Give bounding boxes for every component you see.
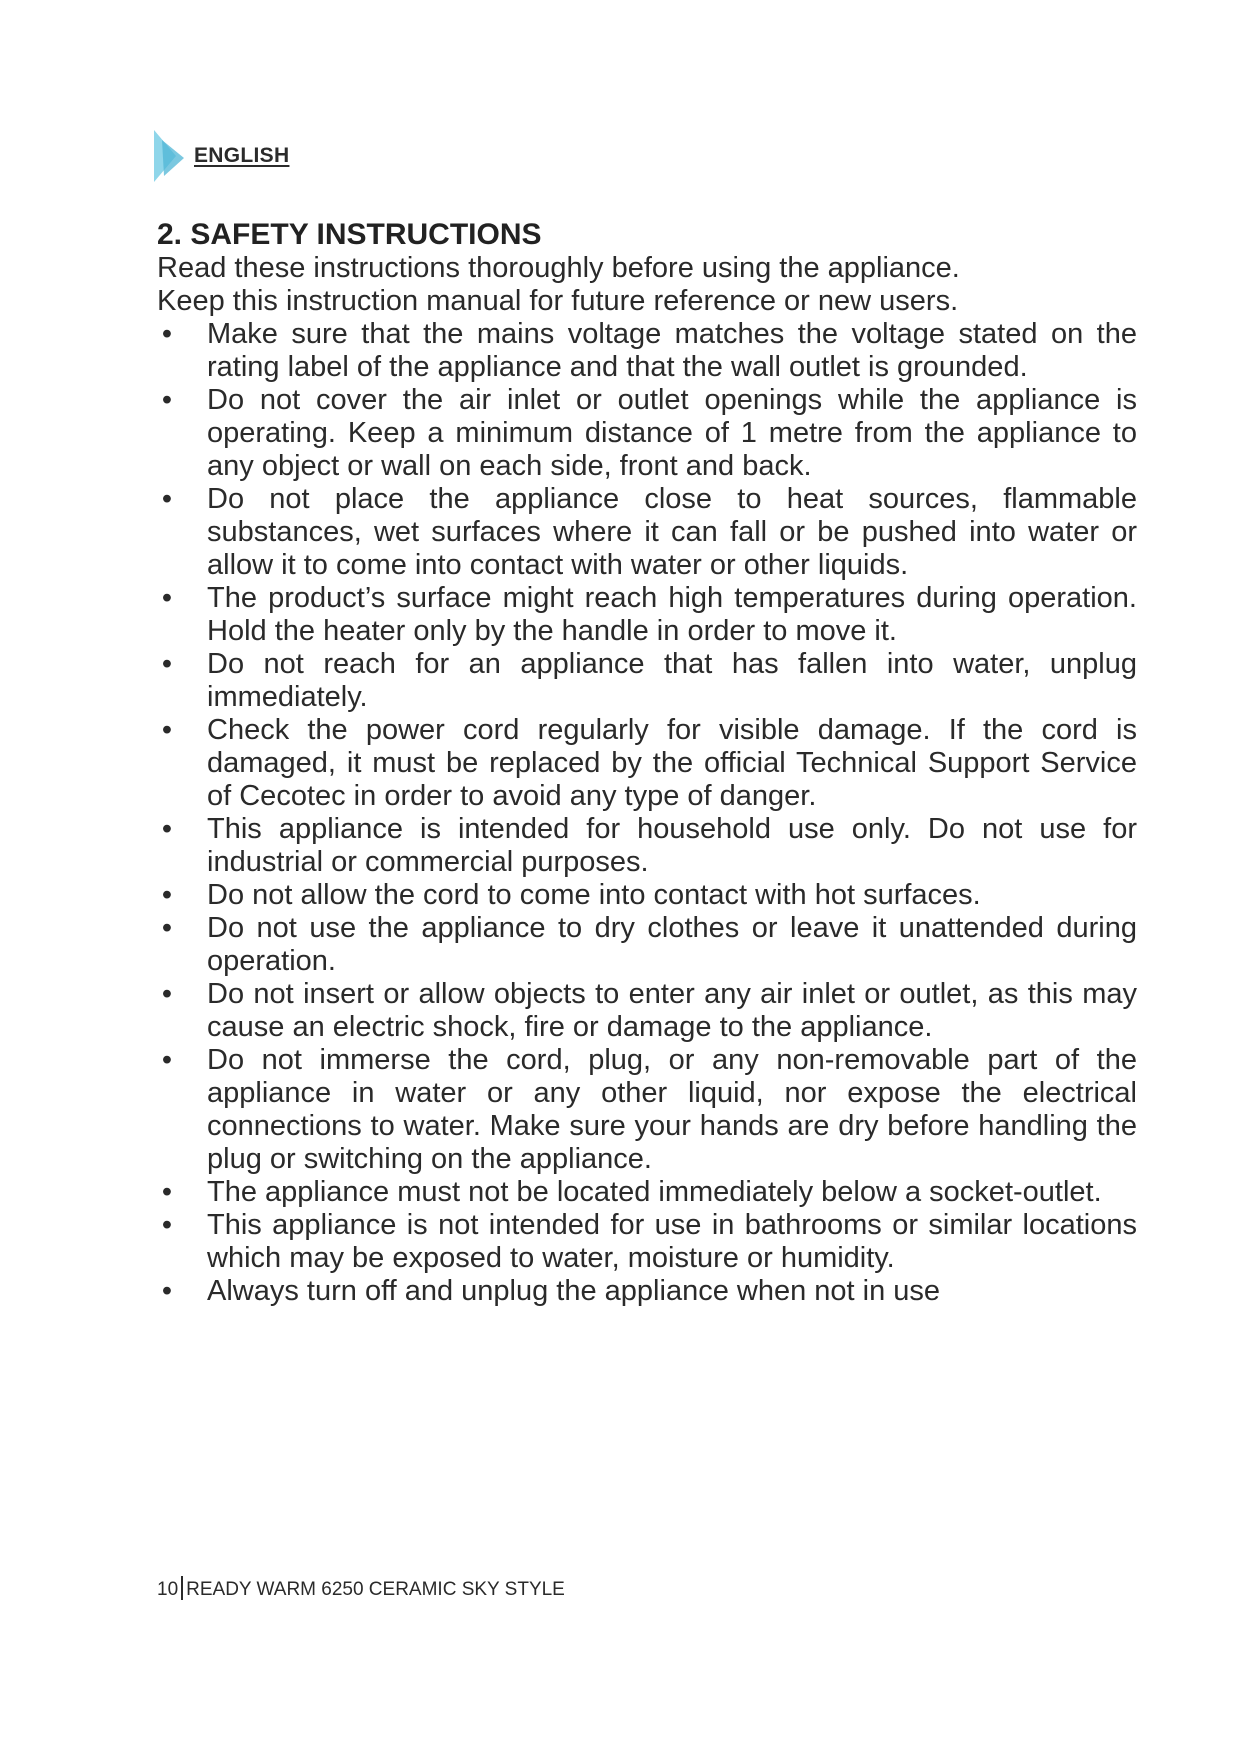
bullet-icon: •: [161, 879, 173, 911]
bullet-icon: •: [161, 714, 173, 746]
bullet-icon: •: [161, 648, 173, 680]
list-item-text: This appliance is intended for household use only. Do not use for industrial or commercial purposes.: [207, 813, 1137, 878]
list-item-text: Do not allow the cord to come into contact with hot surfaces.: [207, 879, 981, 911]
product-name: READY WARM 6250 CERAMIC SKY STYLE: [186, 1579, 565, 1600]
list-item: [157, 714, 1137, 813]
list-item: [157, 582, 1137, 648]
page-footer: [157, 1576, 565, 1601]
page-number: 10: [157, 1579, 179, 1600]
language-marker-icon: [154, 130, 184, 182]
list-item: [157, 978, 1137, 1044]
section-title: 2. SAFETY INSTRUCTIONS: [157, 218, 542, 251]
list-item: [157, 318, 1137, 384]
bullet-icon: •: [161, 1176, 173, 1208]
list-item: [157, 813, 1137, 879]
bullet-icon: •: [161, 1209, 173, 1241]
list-item: [157, 483, 1137, 582]
bullet-icon: •: [161, 1275, 173, 1307]
list-item-text: Do not insert or allow objects to enter any air inlet or outlet, as this may cause an electric shock, fire or damage to the appliance.: [207, 978, 1137, 1043]
list-item: [157, 1275, 1137, 1308]
bullet-icon: •: [161, 384, 173, 416]
list-item-text: Always turn off and unplug the appliance when not in use: [207, 1275, 941, 1307]
list-item-text: Check the power cord regularly for visible damage. If the cord is damaged, it must be replaced by the official Technical Support Service of Cecotec in order to avoid any type of danger.: [207, 714, 1137, 812]
safety-list: [157, 318, 1137, 1308]
intro-line-2: Keep this instruction manual for future reference or new users.: [157, 285, 959, 317]
list-item-text: The product’s surface might reach high temperatures during operation. Hold the heater only by the handle in order to move it.: [207, 582, 1137, 647]
bullet-icon: •: [161, 582, 173, 614]
list-item-text: This appliance is not intended for use in bathrooms or similar locations which may be exposed to water, moisture or humidity.: [207, 1209, 1137, 1274]
list-item-text: Do not reach for an appliance that has fallen into water, unplug immediately.: [207, 648, 1137, 713]
list-item-text: The appliance must not be located immediately below a socket-outlet.: [207, 1176, 1102, 1208]
bullet-icon: •: [161, 912, 173, 944]
footer-divider: [181, 1576, 183, 1600]
list-item: [157, 384, 1137, 483]
list-item-text: Do not immerse the cord, plug, or any non-removable part of the appliance in water or any other liquid, nor expose the electrical connections to water. Make sure your hands are dry before handling the plug or switching on the appliance.: [207, 1044, 1137, 1175]
list-item: [157, 1176, 1137, 1209]
list-item: [157, 1209, 1137, 1275]
bullet-icon: •: [161, 978, 173, 1010]
bullet-icon: •: [161, 1044, 173, 1076]
list-item-text: Do not place the appliance close to heat sources, flammable substances, wet surfaces where it can fall or be pushed into water or allow it to come into contact with water or other liquids.: [207, 483, 1137, 581]
bullet-icon: •: [161, 813, 173, 845]
list-item: [157, 1044, 1137, 1176]
language-header: [154, 130, 289, 182]
list-item: [157, 879, 1137, 912]
list-item-text: Make sure that the mains voltage matches the voltage stated on the rating label of the appliance and that the wall outlet is grounded.: [207, 318, 1137, 383]
list-item-text: Do not cover the air inlet or outlet openings while the appliance is operating. Keep a minimum distance of 1 metre from the appliance to any object or wall on each side, front and back.: [207, 384, 1137, 482]
bullet-icon: •: [161, 483, 173, 515]
list-item: [157, 648, 1137, 714]
intro-line-1: Read these instructions thoroughly before using the appliance.: [157, 252, 960, 284]
safety-instructions-section: [157, 218, 1137, 1308]
list-item: [157, 912, 1137, 978]
list-item-text: Do not use the appliance to dry clothes or leave it unattended during operation.: [207, 912, 1137, 977]
bullet-icon: •: [161, 318, 173, 350]
language-label: ENGLISH: [194, 144, 290, 167]
